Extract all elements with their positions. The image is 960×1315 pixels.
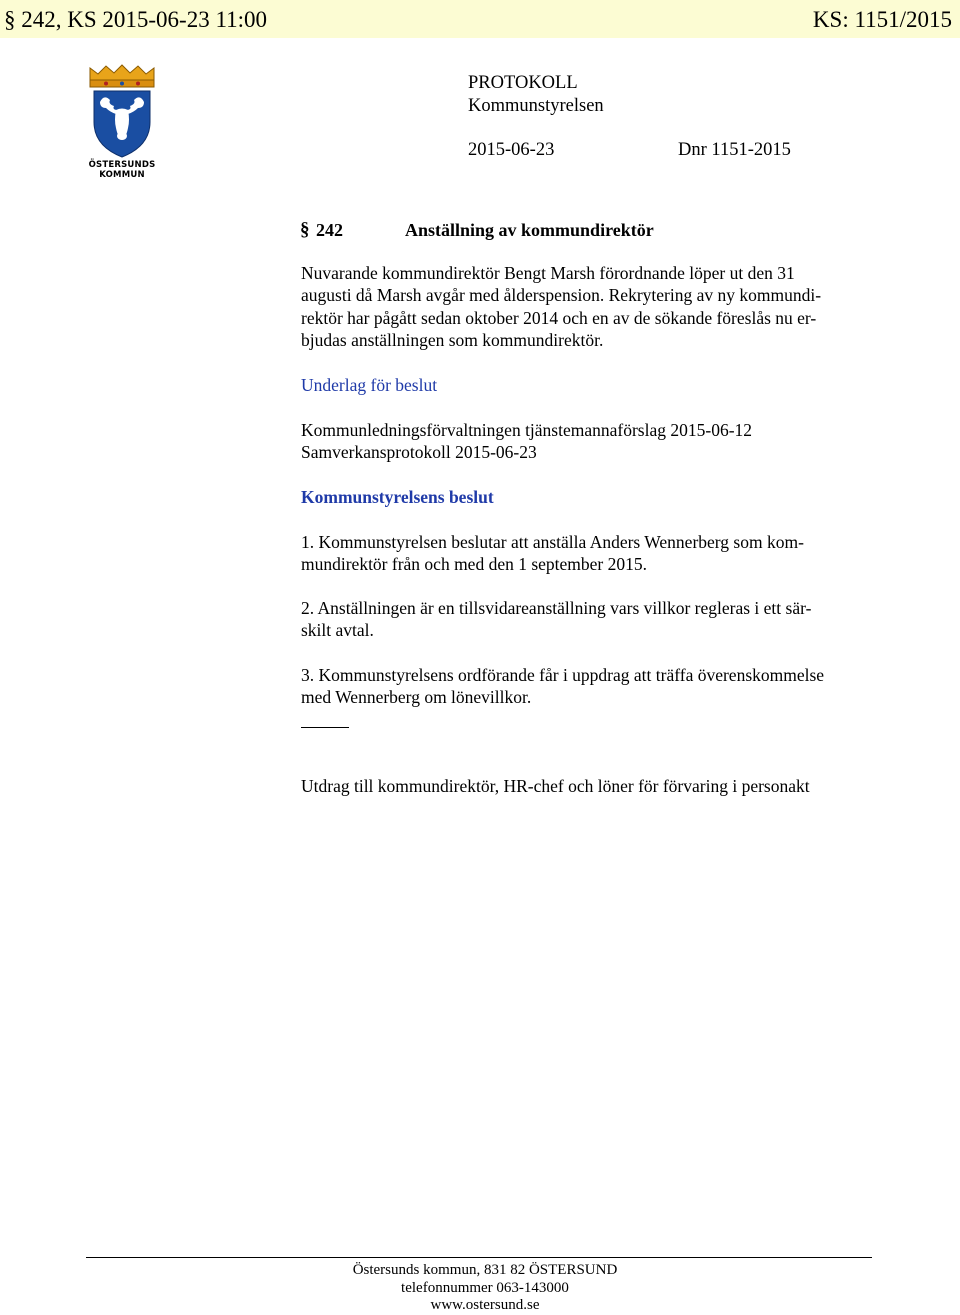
underlag-item: Samverkansprotokoll 2015-06-23 [301,442,537,463]
beslut-item-2 [301,597,901,642]
header-bar [0,0,960,38]
ostersund-coat-of-arms-icon [86,64,158,158]
beslut-item-line: 2. Anställningen är en tillsvidareanställning vars villkor regleras i ett sär- [301,598,812,618]
beslut-item-line: mundirektör från och med den 1 september 2015. [301,554,648,575]
underlag-heading: Underlag för beslut [301,375,438,395]
section-number: 242 [316,220,343,240]
section-paragraph-mark: § [300,219,310,240]
intro-line: Nuvarande kommundirektör Bengt Marsh förordnande löper ut den 31 [301,263,795,283]
section-title: Anställning av kommundirektör [405,220,654,240]
header-left [4,6,267,34]
meeting-reference: 242, KS 2015-06-23 11:00 [21,7,268,32]
footer-website: www.ostersund.se [430,1297,540,1313]
beslut-item-line: 3. Kommunstyrelsens ordförande får i uppdrag att träffa överenskommelse [301,665,825,685]
intro-paragraph [301,262,901,352]
document-type: PROTOKOLL [468,73,578,93]
section-mark: § [4,7,16,32]
footer-phone: telefonnummer 063-143000 [401,1279,569,1296]
document-body: Kommunstyrelsen [468,96,604,116]
beslut-item-1 [301,531,901,576]
beslut-item-line: 1. Kommunstyrelsen beslutar att anställa Anders Wennerberg som kom- [301,532,804,552]
underlag-list [301,419,901,464]
beslut-item-line: skilt avtal. [301,620,374,641]
logo-line-1: ÖSTERSUNDS [88,160,156,170]
municipality-logo [86,64,158,182]
utdrag-line: Utdrag till kommundirektör, HR-chef och löner för förvaring i personakt [301,776,810,796]
case-number: KS: 1151/2015 [812,7,952,32]
footer [300,1262,670,1315]
footer-rule [86,1257,872,1258]
beslut-item-line: med Wennerberg om lönevillkor. [301,687,532,708]
separator-rule [301,727,349,728]
underlag-item: Kommunledningsförvaltningen tjänstemannaförslag 2015-06-12 [301,420,753,440]
intro-line: bjudas anställningen som kommundirektör. [301,330,604,351]
document-dnr: Dnr 1151-2015 [678,140,791,160]
document-date: 2015-06-23 [468,140,555,160]
footer-address: Östersunds kommun, 831 82 ÖSTERSUND [352,1262,618,1278]
beslut-item-3 [301,664,901,709]
intro-line: augusti då Marsh avgår med ålderspension. Rekrytering av ny kommundi- [301,285,822,306]
logo-line-2: KOMMUN [99,170,145,180]
beslut-heading: Kommunstyrelsens beslut [301,487,494,507]
intro-line: rektör har pågått sedan oktober 2014 och en av de sökande föreslås nu er- [301,307,817,328]
